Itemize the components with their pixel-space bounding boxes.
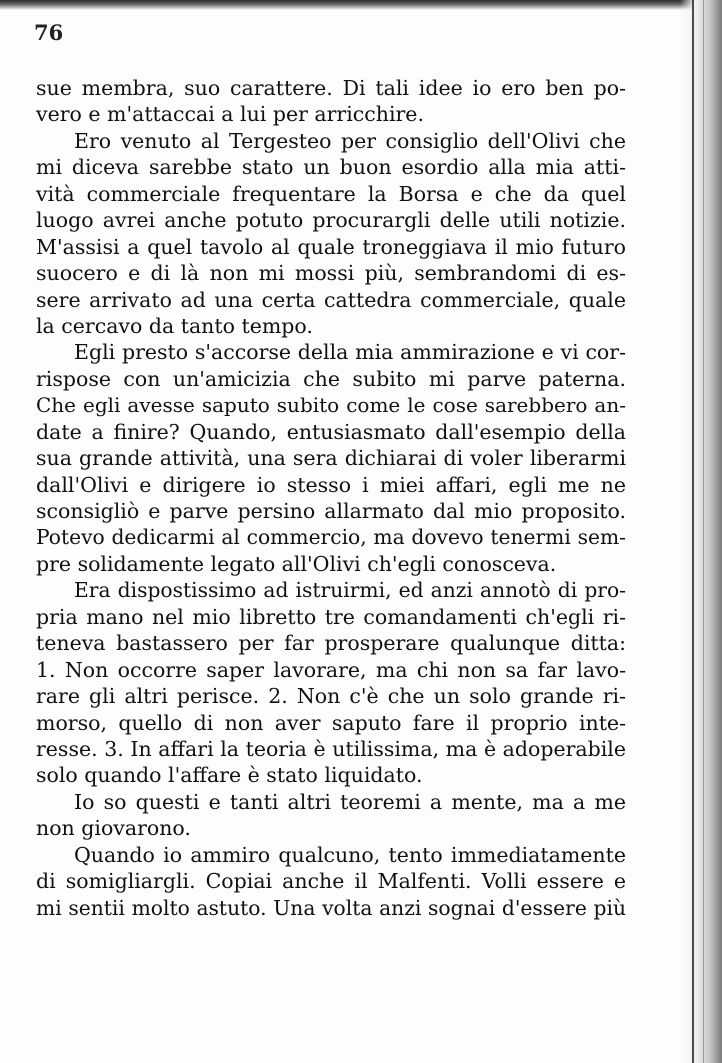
text-line: pria mano nel mio libretto tre comandamenti ch'egli ri- — [36, 604, 626, 629]
text-line: date a finire? Quando, entusiasmato dall'esempio della — [36, 419, 626, 444]
text-line: mi sentii molto astuto. Una volta anzi sognai d'essere più — [36, 895, 626, 920]
text-line: dall'Olivi e dirigere io stesso i miei affari, egli me ne — [36, 472, 626, 497]
text-line: rispose con un'amicizia che subito mi parve paterna. — [36, 366, 626, 391]
text-line: Era dispostissimo ad istruirmi, ed anzi annotò di pro- — [74, 578, 626, 603]
text-line: rare gli altri perisce. 2. Non c'è che un solo grande ri- — [36, 684, 626, 709]
text-line: resse. 3. In affari la teoria è utilissima, ma è adoperabile — [36, 736, 626, 761]
binding-edge-line-secondary — [703, 0, 704, 1063]
text-line: teneva bastassero per far prosperare qualunque ditta: — [36, 631, 626, 656]
text-line: Egli presto s'accorse della mia ammirazione e vi cor- — [74, 340, 626, 365]
text-line: Ero venuto al Tergesteo per consiglio dell'Olivi che — [74, 128, 626, 153]
text-line: M'assisi a quel tavolo al quale troneggiava il mio futuro — [36, 234, 626, 259]
text-line: la cercavo da tanto tempo. — [36, 313, 313, 338]
text-line: morso, quello di non aver saputo fare il proprio inte- — [36, 710, 626, 735]
text-line: solo quando l'affare è stato liquidato. — [36, 763, 423, 788]
text-line: non giovarono. — [36, 816, 191, 841]
scan-top-shadow — [0, 0, 722, 10]
text-line: sere arrivato ad una certa cattedra commerciale, quale — [36, 287, 626, 312]
text-line: pre solidamente legato all'Olivi ch'egli conosceva. — [36, 551, 557, 576]
text-line: Potevo dedicarmi al commercio, ma dovevo tenermi sem- — [36, 525, 626, 550]
text-line: Quando io ammiro qualcuno, tento immediatamente — [74, 842, 626, 867]
text-line: Che egli avesse saputo subito come le cose sarebbero an- — [36, 393, 626, 418]
text-line: Io so questi e tanti altri teoremi a mente, ma a me — [74, 789, 626, 814]
text-line: sue membra, suo carattere. Di tali idee io ero ben po- — [36, 76, 626, 100]
page-number: 76 — [34, 20, 64, 45]
text-line: suocero e di là non mi mossi più, sembrandomi di es- — [36, 261, 626, 286]
text-line: di somigliargli. Copiai anche il Malfenti. Volli essere e — [36, 869, 626, 894]
text-line: luogo avrei anche potuto procurargli delle utili notizie. — [36, 208, 626, 233]
binding-edge — [680, 0, 722, 1063]
binding-edge-line — [692, 0, 694, 1063]
body-text — [36, 75, 626, 921]
text-line: 1. Non occorre saper lavorare, ma chi non sa far lavo- — [36, 657, 626, 682]
text-line: sua grande attività, una sera dichiarai di voler liberarmi — [36, 446, 626, 471]
text-line: sconsigliò e parve persino allarmato dal mio proposito. — [36, 499, 626, 523]
text-line: vero e m'attaccai a lui per arricchire. — [36, 102, 424, 127]
text-line: vità commerciale frequentare la Borsa e che da quel — [36, 181, 626, 206]
text-line: mi diceva sarebbe stato un buon esordio alla mia atti- — [36, 155, 626, 180]
